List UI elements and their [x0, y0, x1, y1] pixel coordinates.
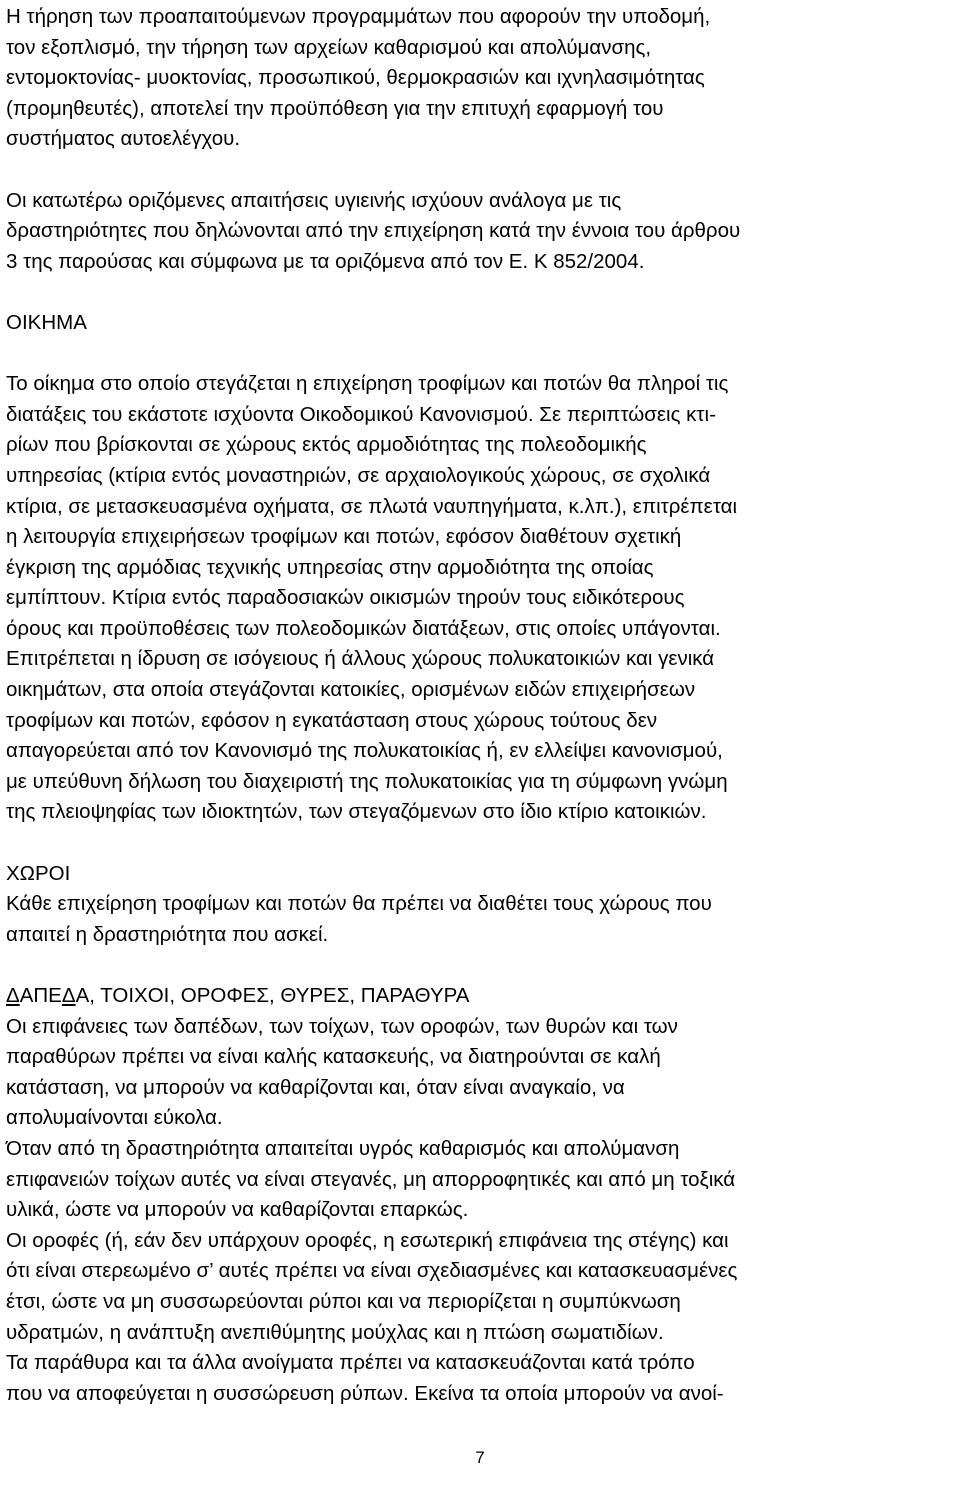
text-line: κτίρια, σε μετασκευασμένα οχήματα, σε πλωτά ναυπηγήματα, κ.λπ.), επιτρέπεται: [6, 494, 738, 518]
text-line: της πλειοψηφίας των ιδιοκτητών, των στεγαζόμενων στο ίδιο κτίριο κατοικιών.: [6, 800, 707, 824]
text-line: τον εξοπλισμό, την τήρηση των αρχείων καθαρισμού και απολύμανσης,: [6, 35, 652, 59]
paragraph-spaces: [6, 889, 956, 950]
heading-part: Α, ΤΟΙΧΟΙ, ΟΡΟΦΕΣ, ΘΥΡΕΣ, ΠΑΡΑΘΥΡΑ: [75, 984, 470, 1007]
section-heading-spaces: ΧΩΡΟΙ: [6, 861, 71, 885]
paragraph-spacer: [6, 339, 956, 370]
paragraph-intro: [6, 2, 956, 155]
text-line: έτσι, ώστε να μη συσσωρεύονται ρύποι και να περιορίζεται η συμπύκνωση: [6, 1289, 681, 1313]
text-line: Το οίκημα στο οποίο στεγάζεται η επιχείρηση τροφίμων και ποτών θα πληροί τις: [6, 372, 729, 396]
text-line: κατάσταση, να μπορούν να καθαρίζονται και, όταν είναι αναγκαίο, να: [6, 1075, 625, 1099]
text-line: Οι οροφές (ή, εάν δεν υπάρχουν οροφές, η εσωτερική επιφάνεια της στέγης) και: [6, 1228, 729, 1252]
text-line: υδρατμών, η ανάπτυξη ανεπιθύμητης μούχλας και η πτώση σωματιδίων.: [6, 1320, 664, 1344]
text-line: με υπεύθυνη δήλωση του διαχειριστή της πολυκατοικίας για τη σύμφωνη γνώμη: [6, 769, 728, 793]
text-line: διατάξεις του εκάστοτε ισχύοντα Οικοδομικού Κανονισμού. Σε περιπτώσεις κτι-: [6, 402, 716, 426]
text-line: υπηρεσίας (κτίρια εντός μοναστηριών, σε αρχαιολογικούς χώρους, σε σχολικά: [6, 463, 711, 487]
text-line: ότι είναι στερεωμένο σ’ αυτές πρέπει να είναι σχεδιασμένες και κατασκευασμένες: [6, 1259, 738, 1283]
text-line: συστήματος αυτοελέγχου.: [6, 127, 241, 151]
text-line: Οι κατωτέρω οριζόμενες απαιτήσεις υγιεινής ισχύουν ανάλογα με τις: [6, 188, 622, 212]
text-line: που να αποφεύγεται η συσσώρευση ρύπων. Εκείνα τα οποία μπορούν να ανοί-: [6, 1381, 724, 1405]
text-line: 3 της παρούσας και σύμφωνα με τα οριζόμενα από τον Ε. Κ 852/2004.: [6, 249, 645, 273]
text-line: Η τήρηση των προαπαιτούμενων προγραμμάτων που αφορούν την υποδομή,: [6, 5, 711, 28]
heading-part: Δ: [6, 984, 20, 1007]
paragraph-spacer: [6, 155, 956, 186]
text-line: εντομοκτονίας- μυοκτονίας, προσωπικού, θερμοκρασιών και ιχνηλασιμότητας: [6, 66, 705, 90]
text-line: Κάθε επιχείρηση τροφίμων και ποτών θα πρέπει να διαθέτει τους χώρους που: [6, 892, 712, 916]
heading-part: Δ: [61, 984, 76, 1007]
paragraph-spacer: [6, 950, 956, 981]
text-line: δραστηριότητες που δηλώνονται από την επιχείρηση κατά την έννοια του άρθρου: [6, 219, 741, 243]
page-number: 7: [475, 1448, 485, 1467]
section-heading-building: ΟΙΚΗΜΑ: [6, 310, 87, 334]
text-line: Επιτρέπεται η ίδρυση σε ισόγειους ή άλλους χώρους πολυκατοικιών και γενικά: [6, 647, 715, 671]
text-line: όρους και προϋποθέσεις των πολεοδομικών διατάξεων, στις οποίες υπάγονται.: [6, 616, 721, 640]
text-line: (προμηθευτές), αποτελεί την προϋπόθεση για την επιτυχή εφαρμογή του: [6, 96, 664, 120]
paragraph-building: [6, 369, 956, 828]
text-line: απολυμαίνονται εύκολα.: [6, 1106, 223, 1130]
text-line: εμπίπτουν. Κτίρια εντός παραδοσιακών οικισμών τηρούν τους ειδικότερους: [6, 586, 685, 610]
text-line: Όταν από τη δραστηριότητα απαιτείται υγρός καθαρισμός και απολύμανση: [6, 1136, 680, 1160]
text-line: υλικά, ώστε να μπορούν να καθαρίζονται επαρκώς.: [6, 1198, 469, 1222]
document-page: [6, 2, 956, 1409]
paragraph-surfaces: [6, 1012, 956, 1410]
text-line: Τα παράθυρα και τα άλλα ανοίγματα πρέπει να κατασκευάζονται κατά τρόπο: [6, 1351, 695, 1375]
text-line: επιφανειών τοίχων αυτές να είναι στεγανές, μη απορροφητικές και από μη τοξικά: [6, 1167, 736, 1191]
section-heading-surfaces: [6, 981, 956, 1012]
text-line: έγκριση της αρμόδιας τεχνικής υπηρεσίας στην αρμοδιότητα της οποίας: [6, 555, 654, 579]
text-line: ρίων που βρίσκονται σε χώρους εκτός αρμοδιότητας της πολεοδομικής: [6, 433, 647, 457]
text-line: η λειτουργία επιχειρήσεων τροφίμων και ποτών, εφόσον διαθέτουν σχετική: [6, 525, 682, 549]
text-line: Οι επιφάνειες των δαπέδων, των τοίχων, των οροφών, των θυρών και των: [6, 1014, 678, 1038]
text-line: τροφίμων και ποτών, εφόσον η εγκατάσταση στους χώρους τούτους δεν: [6, 708, 658, 732]
paragraph-requirements: [6, 186, 956, 278]
text-line: απαιτεί η δραστηριότητα που ασκεί.: [6, 922, 329, 946]
text-line: απαγορεύεται από τον Κανονισμό της πολυκατοικίας ή, εν ελλείψει κανονισμού,: [6, 739, 723, 763]
text-line: παραθύρων πρέπει να είναι καλής κατασκευής, να διατηρούνται σε καλή: [6, 1045, 661, 1069]
heading-part: ΑΠΕ: [19, 984, 62, 1007]
paragraph-spacer: [6, 828, 956, 859]
paragraph-spacer: [6, 277, 956, 308]
text-line: οικημάτων, στα οποία στεγάζονται κατοικίες, ορισμένων ειδών επιχειρήσεων: [6, 678, 696, 702]
